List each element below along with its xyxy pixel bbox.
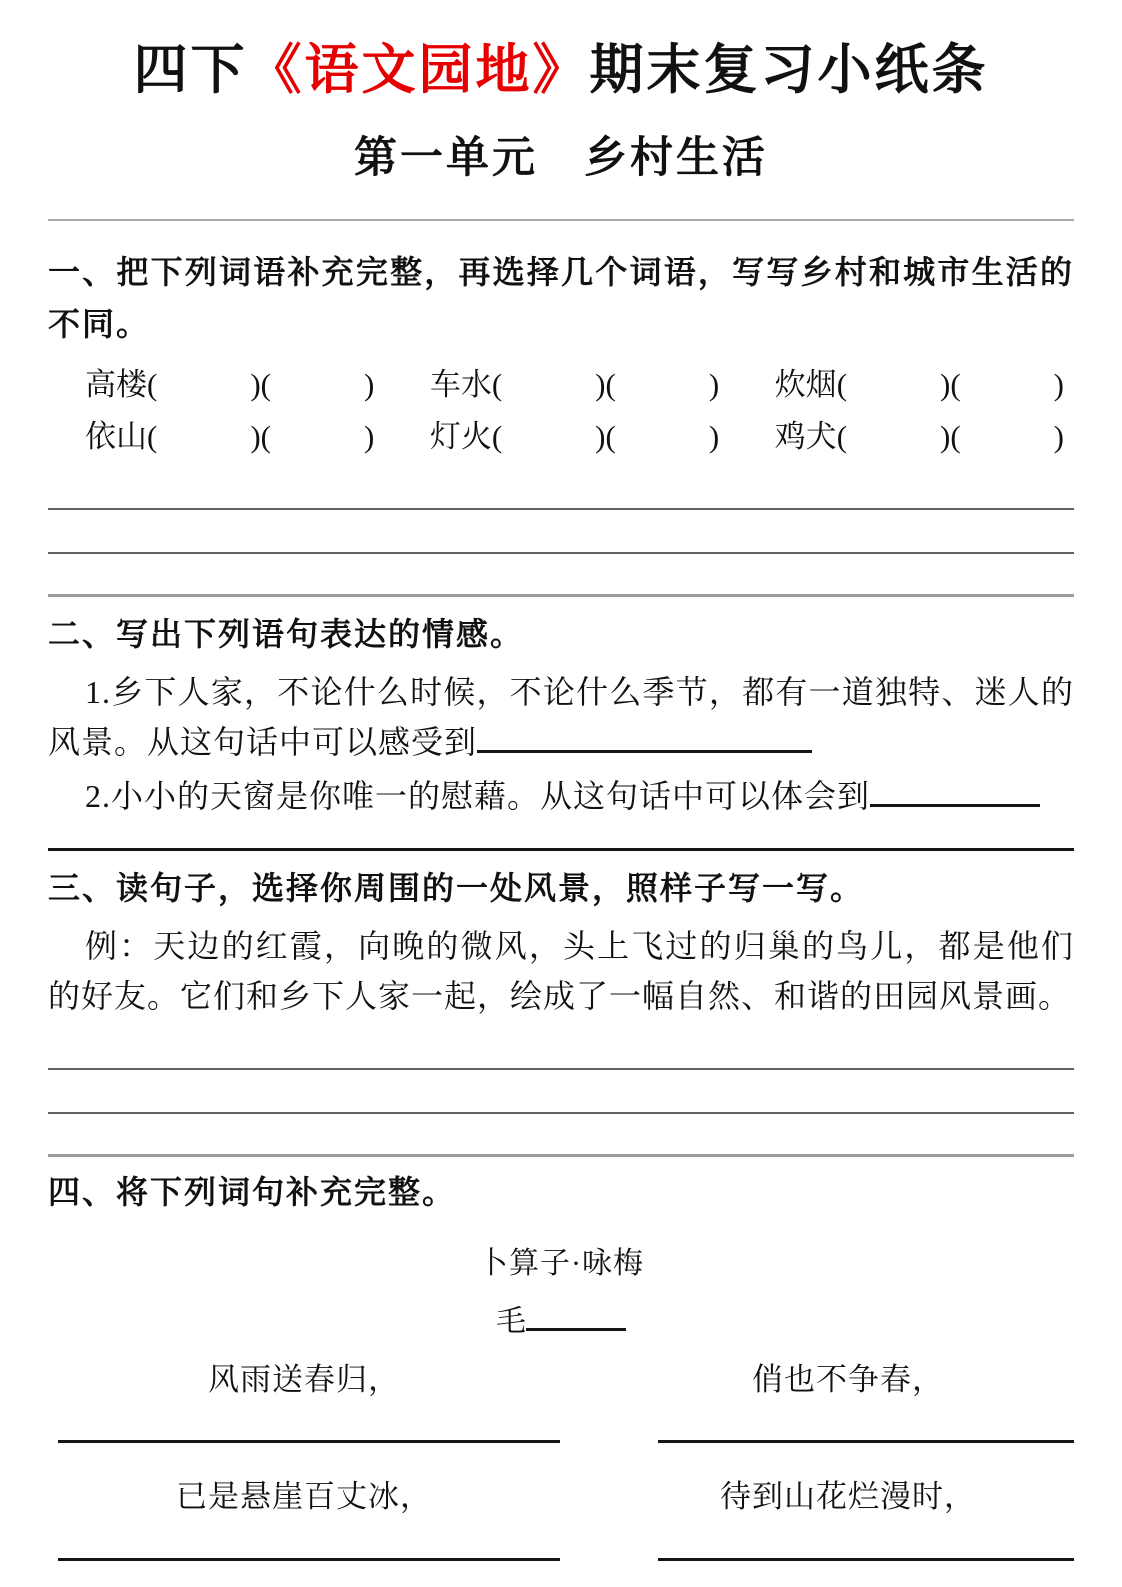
writing-line (48, 552, 1074, 554)
poem-blank-line (58, 1558, 560, 1561)
word-blank-parens: ( )( ) (491, 418, 720, 454)
section-divider (48, 1154, 1074, 1157)
answer-blank-1 (477, 718, 812, 753)
poem-author-prefix: 毛 (496, 1304, 526, 1338)
poem-line: 待到山花烂漫时， (720, 1479, 976, 1515)
answer-blank-2 (870, 772, 1040, 807)
header-divider (48, 219, 1074, 221)
question-2-text: 2.小小的天窗是你唯一的慰藉。从这句话中可以体会到 (85, 777, 871, 814)
word-blank-parens: ( )( ) (836, 366, 1064, 402)
word-item-yishan (85, 412, 374, 462)
word-item-gaolou (85, 360, 374, 410)
word-blank-parens: ( )( ) (491, 366, 720, 402)
section-4-heading: 四、将下列词句补充完整。 (48, 1173, 457, 1210)
word-prefix: 炊烟 (774, 366, 837, 402)
word-prefix: 鸡犬 (774, 418, 837, 454)
poem-author-blank (526, 1298, 626, 1331)
poem-column-left (48, 1360, 560, 1561)
section-divider (48, 594, 1074, 597)
page-title (48, 40, 1074, 100)
word-completion-grid (48, 360, 1074, 462)
title-highlight: 《语文园地》 (247, 40, 590, 100)
question-1-text: 1.乡下人家，不论什么时候，不论什么季节，都有一道独特、迷人的风景。从这句话中可以感受到 (48, 674, 1074, 760)
poem-title: 卜算子·咏梅 (478, 1246, 644, 1280)
unit-subtitle: 第一单元 乡村生活 (354, 135, 768, 183)
writing-line (48, 508, 1074, 510)
word-blank-parens: ( )( ) (147, 418, 375, 454)
word-item-denghuo (430, 412, 719, 462)
answer-continuation-line (48, 848, 1074, 851)
section-2-heading: 二、写出下列语句表达的情感。 (48, 615, 525, 652)
poem-blank-line (658, 1440, 1074, 1443)
word-prefix: 高楼 (85, 366, 147, 402)
poem-blank-line (658, 1558, 1074, 1561)
word-blank-parens: ( )( ) (147, 366, 375, 402)
poem-grid (48, 1360, 1074, 1561)
section-3-heading: 三、读句子，选择你周围的一处风景，照样子写一写。 (48, 869, 865, 906)
poem-column-right (622, 1360, 1074, 1561)
section-1-heading: 一、把下列词语补充完整，再选择几个词语，写写乡村和城市生活的不同。 (48, 254, 1074, 342)
example-sentence: 例：天边的红霞，向晚的微风，头上飞过的归巢的鸟儿，都是他们的好友。它们和乡下人家一起，绘成了一幅自然、和谐的田园风景画。 (48, 927, 1074, 1014)
title-prefix: 四下 (133, 40, 248, 100)
poem-line: 已是悬崖百丈冰， (176, 1479, 432, 1515)
poem-blank-line (58, 1440, 560, 1443)
writing-line (48, 1112, 1074, 1114)
question-2 (48, 772, 1074, 822)
poem-line: 风雨送春归， (208, 1361, 400, 1397)
word-item-jiquan (775, 412, 1064, 462)
word-item-chuiyan (775, 360, 1064, 410)
word-prefix: 依山 (85, 418, 147, 454)
question-1 (48, 668, 1074, 768)
title-suffix: 期末复习小纸条 (589, 40, 989, 100)
writing-line (48, 1068, 1074, 1070)
word-prefix: 灯火 (429, 418, 492, 454)
poem-author-line (48, 1296, 1074, 1340)
poem-line: 俏也不争春， (752, 1361, 944, 1397)
word-prefix: 车水 (429, 366, 492, 402)
word-blank-parens: ( )( ) (836, 418, 1064, 454)
word-item-cheshui (430, 360, 719, 410)
